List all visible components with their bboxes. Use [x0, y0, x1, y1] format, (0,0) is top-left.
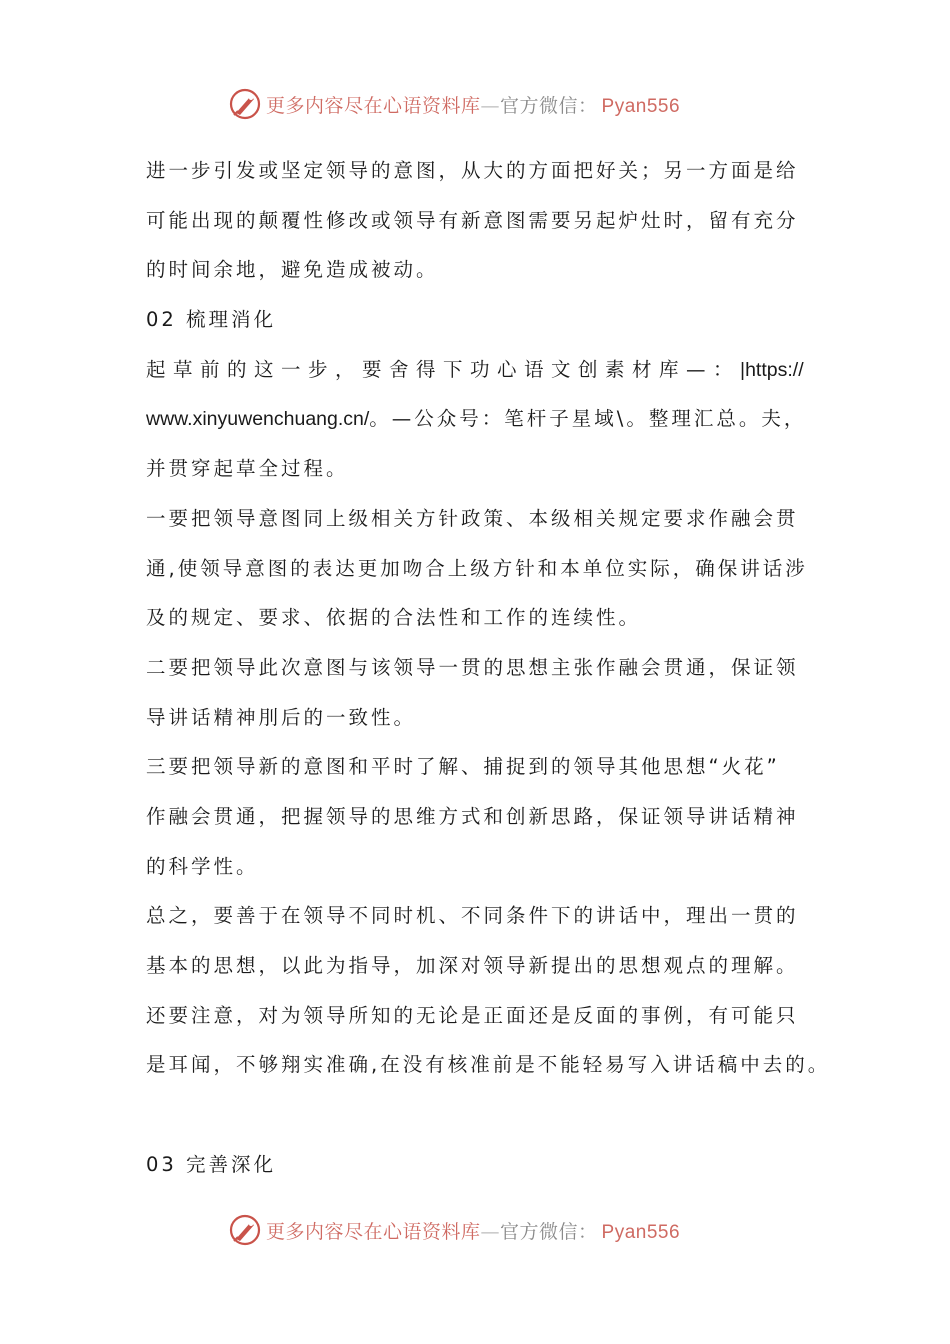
banner-separator: — — [480, 1220, 501, 1243]
footer-banner — [228, 1212, 680, 1248]
banner-title: 更多内容尽在心语资料库 — [266, 1220, 481, 1243]
url-link-part[interactable]: |https:// — [740, 358, 804, 381]
text-line: 三要把领导新的意图和平时了解、捕捉到的领导其他思想“火花” — [146, 755, 780, 779]
banner-wechat-id: Pyan556 — [601, 95, 681, 117]
text-line: 还要注意，对为领导所知的无论是正面还是反面的事例，有可能只 — [146, 1003, 799, 1027]
text-line: 通,使领导意图的表达更加吻合上级方针和本单位实际，确保讲话涉 — [146, 556, 808, 580]
text-line: 进一步引发或坚定领导的意图，从大的方面把好关；另一方面是给 — [146, 159, 799, 182]
banner-text-group — [266, 1217, 680, 1244]
banner-separator: — — [480, 94, 501, 117]
text-line: 基本的思想，以此为指导，加深对领导新提出的思想观点的理解。 — [146, 954, 799, 977]
text-line: 二要把领导此次意图与该领导一贯的思想主张作融会贯通，保证领 — [146, 655, 799, 679]
section-heading-03: 03 完善深化 — [146, 1152, 277, 1176]
header-banner — [228, 86, 680, 122]
banner-text-group — [266, 91, 680, 118]
text-line — [146, 345, 826, 395]
text-line: 的时间余地，避免造成被动。 — [146, 258, 439, 282]
blank-line — [146, 1090, 826, 1140]
banner-title: 更多内容尽在心语资料库 — [266, 94, 481, 117]
text-line: 一要把领导意图同上级相关方针政策、本级相关规定要求作融会贯 — [146, 506, 799, 530]
text-line — [146, 394, 826, 444]
document-body — [146, 146, 831, 1189]
text-segment: 。—公众号：笔杆子星域\。整理汇总。夫， — [369, 407, 807, 431]
text-line: 及的规定、要求、依据的合法性和工作的连续性。 — [146, 606, 642, 630]
url-link-part[interactable]: www.xinyuwenchuang.cn/ — [146, 408, 370, 431]
text-line: 并贯穿起草全过程。 — [146, 457, 349, 481]
text-line: 的科学性。 — [146, 854, 259, 878]
banner-official-label: 官方微信： — [500, 94, 598, 117]
section-heading-02: 02 梳理消化 — [146, 308, 277, 332]
text-line: 可能出现的颠覆性修改或领导有新意图需要另起炉灶时，留有充分 — [146, 208, 799, 232]
pen-logo-icon — [228, 87, 262, 121]
text-segment: 起草前的这一步，要舍得下功心语文创素材库—： — [146, 357, 741, 381]
pen-logo-icon — [228, 1213, 262, 1247]
text-line: 作融会贯通，把握领导的思维方式和创新思路，保证领导讲话精神 — [146, 804, 799, 828]
text-line: 是耳闻，不够翔实准确,在没有核准前是不能轻易写入讲话稿中去的。 — [146, 1053, 831, 1077]
banner-wechat-id: Pyan556 — [601, 1221, 681, 1243]
text-line: 导讲话精神刖后的一致性。 — [146, 705, 417, 729]
banner-official-label: 官方微信： — [500, 1220, 598, 1243]
text-line: 总之，要善于在领导不同时机、不同条件下的讲话中，理出一贯的 — [146, 904, 799, 928]
